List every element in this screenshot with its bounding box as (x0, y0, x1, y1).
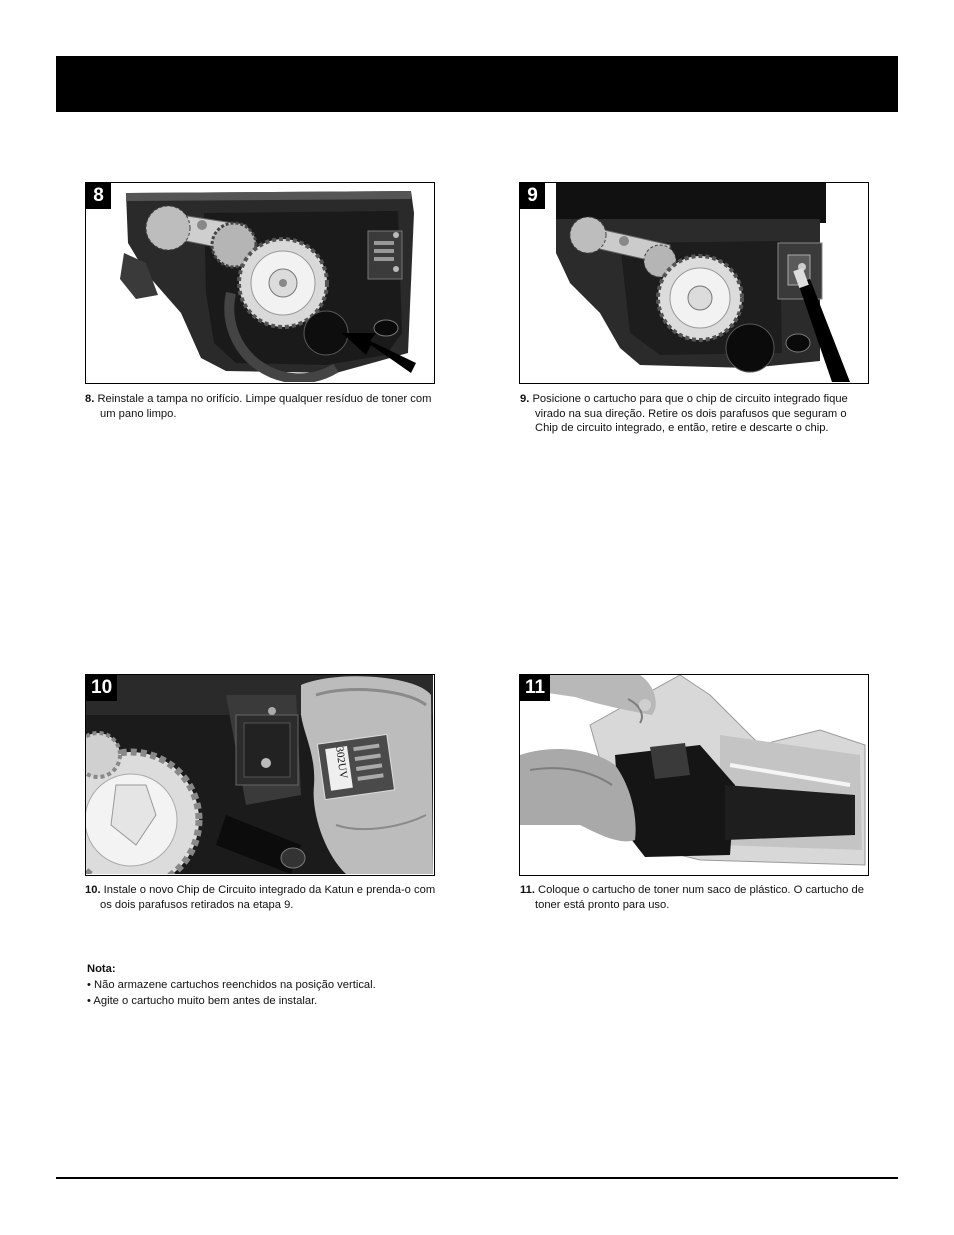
photo-step-8 (85, 182, 435, 384)
photo-step-11 (519, 674, 869, 876)
note-block (87, 961, 507, 1009)
note-item: • Não armazene cartuchos reenchidos na posição vertical. (87, 979, 376, 991)
step-number-badge: 11 (520, 675, 550, 701)
step-number-badge: 10 (86, 675, 117, 701)
header-bar (56, 56, 898, 112)
caption-step-11-text: Coloque o cartucho de toner num saco de plástico. O cartucho de toner está pronto para uso. (535, 884, 864, 911)
caption-step-8-number: 8. (85, 393, 95, 405)
caption-step-11-number: 11. (520, 884, 535, 896)
caption-step-9-number: 9. (520, 393, 530, 405)
photo-step-9 (519, 182, 869, 384)
caption-step-10-number: 10. (85, 884, 101, 896)
caption-step-10-text: Instale o novo Chip de Circuito integrado da Katun e prenda-o com os dois parafusos retirados na etapa 9. (100, 884, 436, 911)
caption-step-9 (520, 392, 872, 436)
caption-step-8-text: Reinstale a tampa no orifício. Limpe qualquer resíduo de toner com um pano limpo. (97, 393, 432, 420)
caption-step-9-text: Posicione o cartucho para que o chip de circuito integrado fique virado na sua direção. Retire os dois parafusos que seguram o Chip de circuito integrado, e então, retire e descarte o chip. (532, 393, 848, 435)
photo-step-10-illustration (86, 675, 433, 874)
step-number-badge: 8 (86, 183, 111, 209)
photo-step-9-illustration (520, 183, 867, 382)
note-item: • Agite o cartucho muito bem antes de instalar. (87, 995, 318, 1007)
caption-step-10 (85, 883, 437, 912)
caption-step-8 (85, 392, 435, 421)
photo-step-11-illustration (520, 675, 867, 874)
note-title: Nota: (87, 963, 116, 975)
footer-rule (56, 1177, 898, 1179)
photo-step-10 (85, 674, 435, 876)
chip-label-text: 302UV (333, 745, 350, 780)
caption-step-11 (520, 883, 872, 912)
photo-step-8-illustration (86, 183, 433, 382)
step-number-badge: 9 (520, 183, 545, 209)
